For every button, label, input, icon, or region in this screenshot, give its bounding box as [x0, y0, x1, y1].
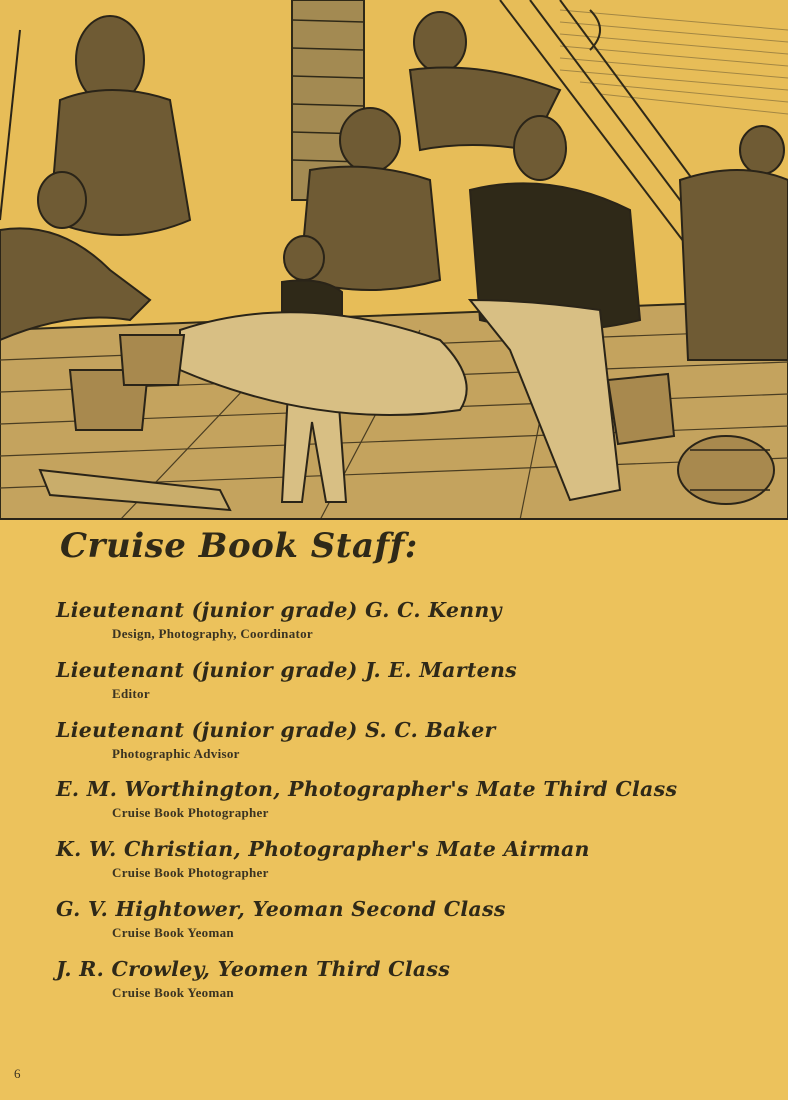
staff-role: Cruise Book Photographer [112, 805, 269, 821]
staff-role: Photographic Advisor [112, 745, 240, 761]
staff-entry [56, 598, 746, 658]
staff-name: K. W. Christian, Photographer's Mate Airman [56, 837, 590, 862]
staff-list [56, 598, 746, 1017]
staff-entry [56, 957, 746, 1017]
page-number: 6 [14, 1066, 21, 1081]
staff-name: G. V. Hightower, Yeoman Second Class [56, 896, 506, 921]
staff-entry [56, 658, 746, 718]
ship-deck-engraving [0, 0, 788, 520]
staff-entry [56, 837, 746, 897]
page-title: Cruise Book Staff: [60, 526, 418, 566]
staff-name: E. M. Worthington, Photographer's Mate Third Class [56, 777, 678, 802]
staff-name: Lieutenant (junior grade) S. C. Baker [56, 717, 496, 742]
staff-entry [56, 897, 746, 957]
staff-role: Cruise Book Photographer [112, 865, 269, 881]
staff-entry [56, 777, 746, 837]
staff-name: Lieutenant (junior grade) G. C. Kenny [56, 598, 502, 622]
staff-name: Lieutenant (junior grade) J. E. Martens [56, 657, 518, 682]
staff-role: Cruise Book Yeoman [112, 984, 234, 1000]
staff-role: Cruise Book Yeoman [112, 924, 234, 940]
staff-role: Design, Photography, Coordinator [112, 626, 314, 641]
staff-entry [56, 718, 746, 778]
engraving-illustration [0, 0, 788, 520]
staff-role: Editor [112, 685, 150, 701]
staff-name: J. R. Crowley, Yeomen Third Class [56, 956, 451, 981]
